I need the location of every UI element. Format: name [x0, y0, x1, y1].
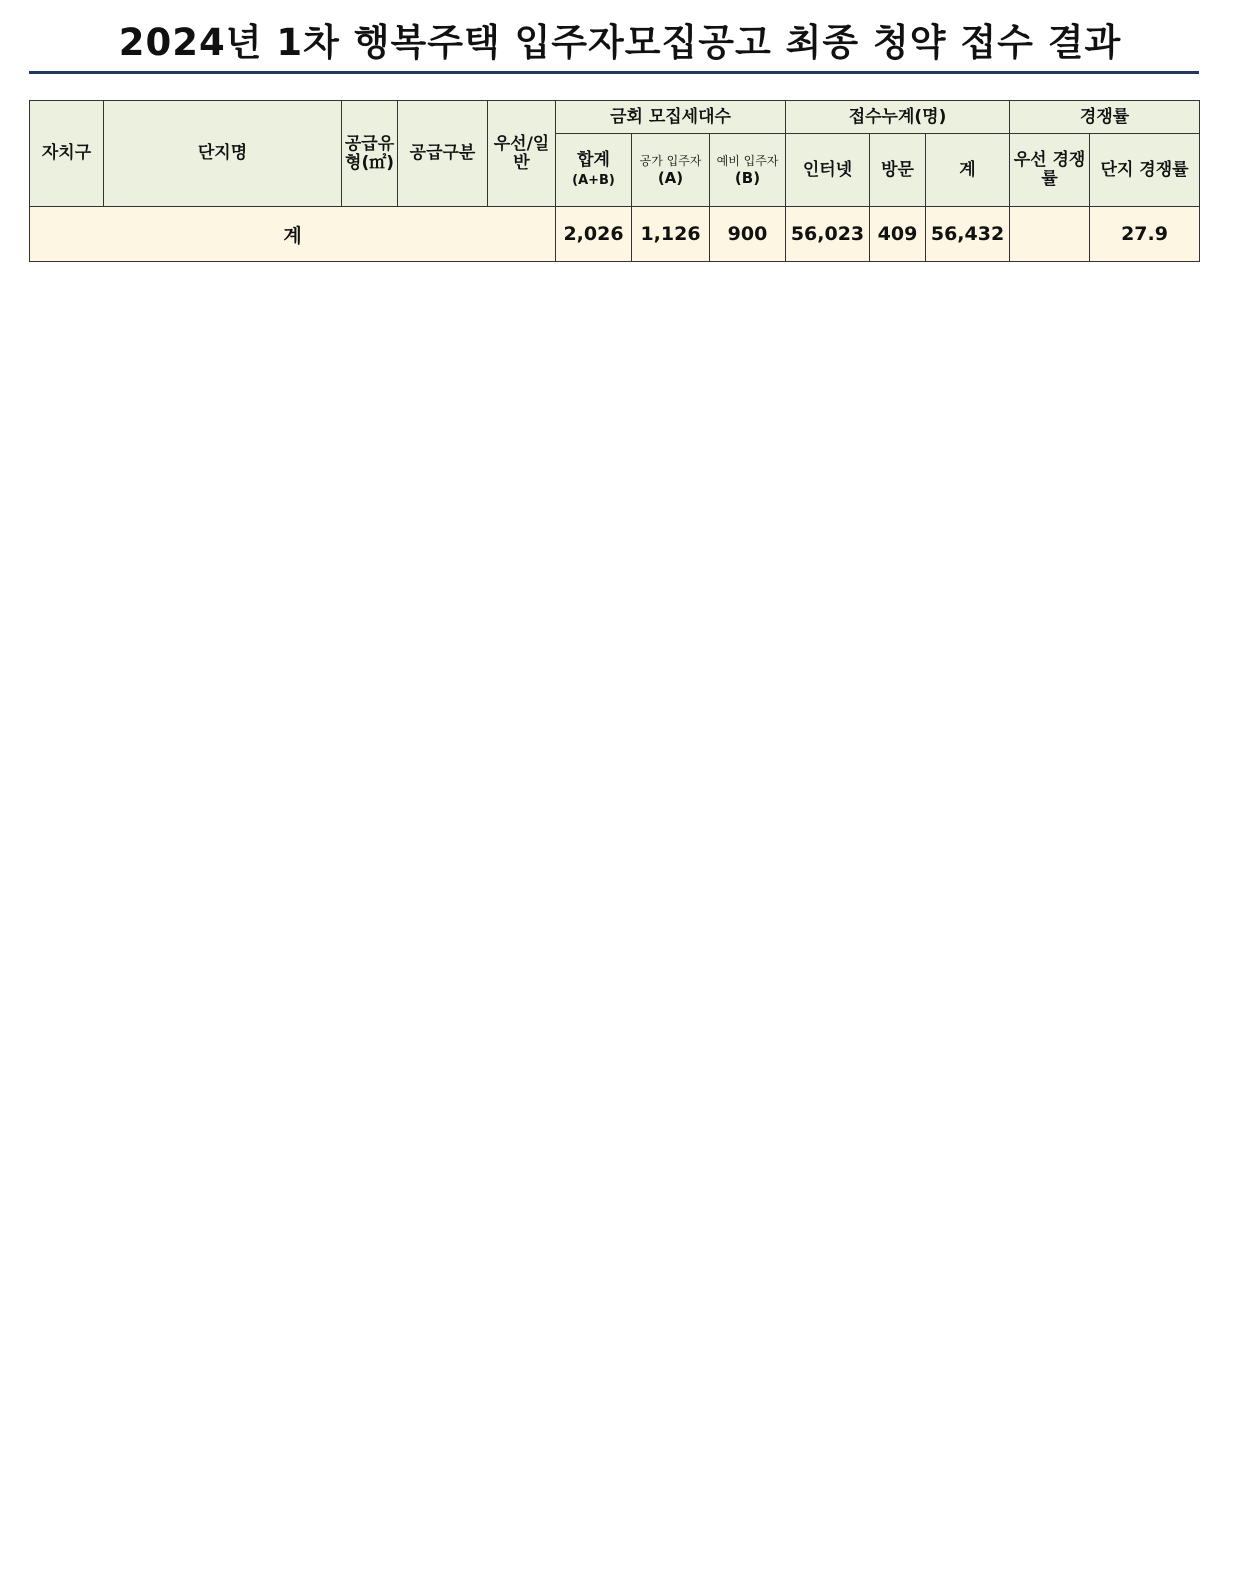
header-visit: 방문	[870, 134, 926, 207]
header-reserve: 예비 입주자 (B)	[710, 134, 786, 207]
total-reserve: 900	[710, 207, 786, 262]
total-label: 계	[30, 207, 556, 262]
results-table	[29, 100, 1200, 262]
header-recruit-group: 금회 모집세대수	[556, 101, 786, 134]
header-complex-rate: 단지 경쟁률	[1090, 134, 1200, 207]
title-underline	[29, 71, 1199, 74]
total-visit: 409	[870, 207, 926, 262]
total-sum: 2,026	[556, 207, 632, 262]
total-priority-rate	[1010, 207, 1090, 262]
header-applied-total: 계	[926, 134, 1010, 207]
total-applied: 56,432	[926, 207, 1010, 262]
total-complex-rate: 27.9	[1090, 207, 1200, 262]
header-public: 공가 입주자 (A)	[632, 134, 710, 207]
header-priority: 우선/일반	[488, 101, 556, 207]
table-header	[30, 101, 1200, 262]
header-internet: 인터넷	[786, 134, 870, 207]
header-complex: 단지명	[104, 101, 342, 207]
header-supply-class: 공급구분	[398, 101, 488, 207]
total-row	[30, 207, 1200, 262]
header-applied-group: 접수누계(명)	[786, 101, 1010, 134]
total-public: 1,126	[632, 207, 710, 262]
page-title: 2024년 1차 행복주택 입주자모집공고 최종 청약 접수 결과	[118, 21, 1122, 64]
header-sum: 합계 (A+B)	[556, 134, 632, 207]
header-supply-type: 공급유형(㎡)	[342, 101, 398, 207]
header-district: 자치구	[30, 101, 104, 207]
header-competition-group: 경쟁률	[1010, 101, 1200, 134]
total-internet: 56,023	[786, 207, 870, 262]
header-priority-rate: 우선 경쟁률	[1010, 134, 1090, 207]
